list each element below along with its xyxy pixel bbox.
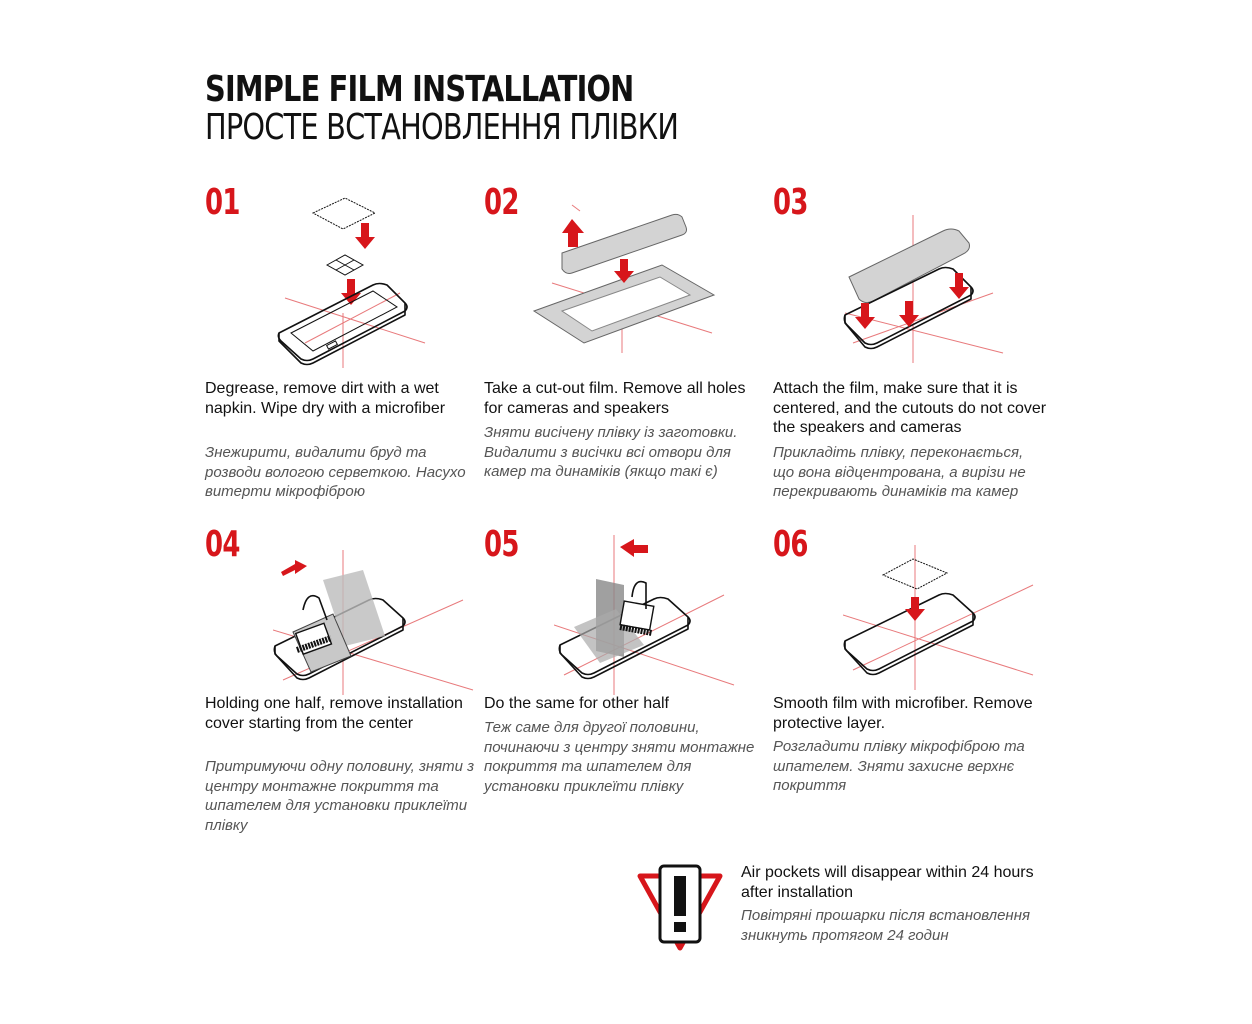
step-number: 05 (484, 524, 519, 565)
page-title: SIMPLE FILM INSTALLATION (205, 69, 634, 110)
step-number: 06 (773, 524, 808, 565)
step-02 (484, 183, 769, 503)
step-ua-text: Знежирити, видалити бруд та розводи вологою серветкою. Насухо витерти мікрофіброю (205, 444, 466, 500)
page-subtitle: ПРОСТЕ ВСТАНОВЛЕННЯ ПЛІВКИ (205, 107, 679, 148)
same-other-half-illustration-icon (554, 535, 764, 695)
attach-film-illustration-icon (843, 213, 1053, 373)
step-en-text: Attach the film, make sure that it is centered, and the cutouts do not cover the speakers and cameras (773, 380, 1047, 436)
step-en-text: Holding one half, remove installation cover starting from the center (205, 695, 463, 732)
step-01 (205, 183, 485, 503)
step-en-text: Take a cut-out film. Remove all holes for cameras and speakers (484, 380, 746, 417)
step-ua-text: Розгладити плівку мікрофіброю та шпателем. Зняти захисне верхнє покриття (773, 738, 1025, 794)
step-ua-text: Теж саме для другої половини, починаючи з центру зняти монтажне покриття та шпателем для установки приклеїти плівку (484, 719, 755, 795)
step-03 (773, 183, 1063, 503)
warning-en-text: Air pockets will disappear within 24 hours after installation (741, 864, 1034, 901)
step-ua-text: Зняти висічену плівку із заготовки. Видалити з висічки всі отвори для камер та динаміків (якщо такі є) (484, 424, 738, 480)
step-en-text: Smooth film with microfiber. Remove protective layer. (773, 695, 1033, 732)
step-ua-text: Прикладіть плівку, переконається, що вона відцентрована, а вирізи не перекривають динаміків та камер (773, 444, 1026, 500)
step-number: 02 (484, 182, 519, 223)
warning-triangle-phone-icon (636, 862, 726, 952)
step-ua-text: Притримуючи одну половину, зняти з центру монтажне покриття та шпателем для установки приклеїти плівку (205, 758, 475, 834)
step-number: 01 (205, 182, 240, 223)
step-en-text: Do the same for other half (484, 695, 669, 712)
step-05 (484, 525, 769, 825)
step-en-text: Degrease, remove dirt with a wet napkin. Wipe dry with a microfiber (205, 380, 446, 417)
degrease-illustration-icon (265, 193, 485, 373)
step-04 (205, 525, 485, 845)
step-number: 03 (773, 182, 808, 223)
step-06 (773, 525, 1063, 825)
warning-ua-text: Повітряні прошарки після встановлення зникнуть протягом 24 годин (741, 907, 1030, 944)
step-number: 04 (205, 524, 240, 565)
smooth-film-illustration-icon (843, 545, 1043, 695)
remove-cover-illustration-icon (273, 550, 483, 700)
cut-out-film-illustration-icon (532, 203, 772, 373)
